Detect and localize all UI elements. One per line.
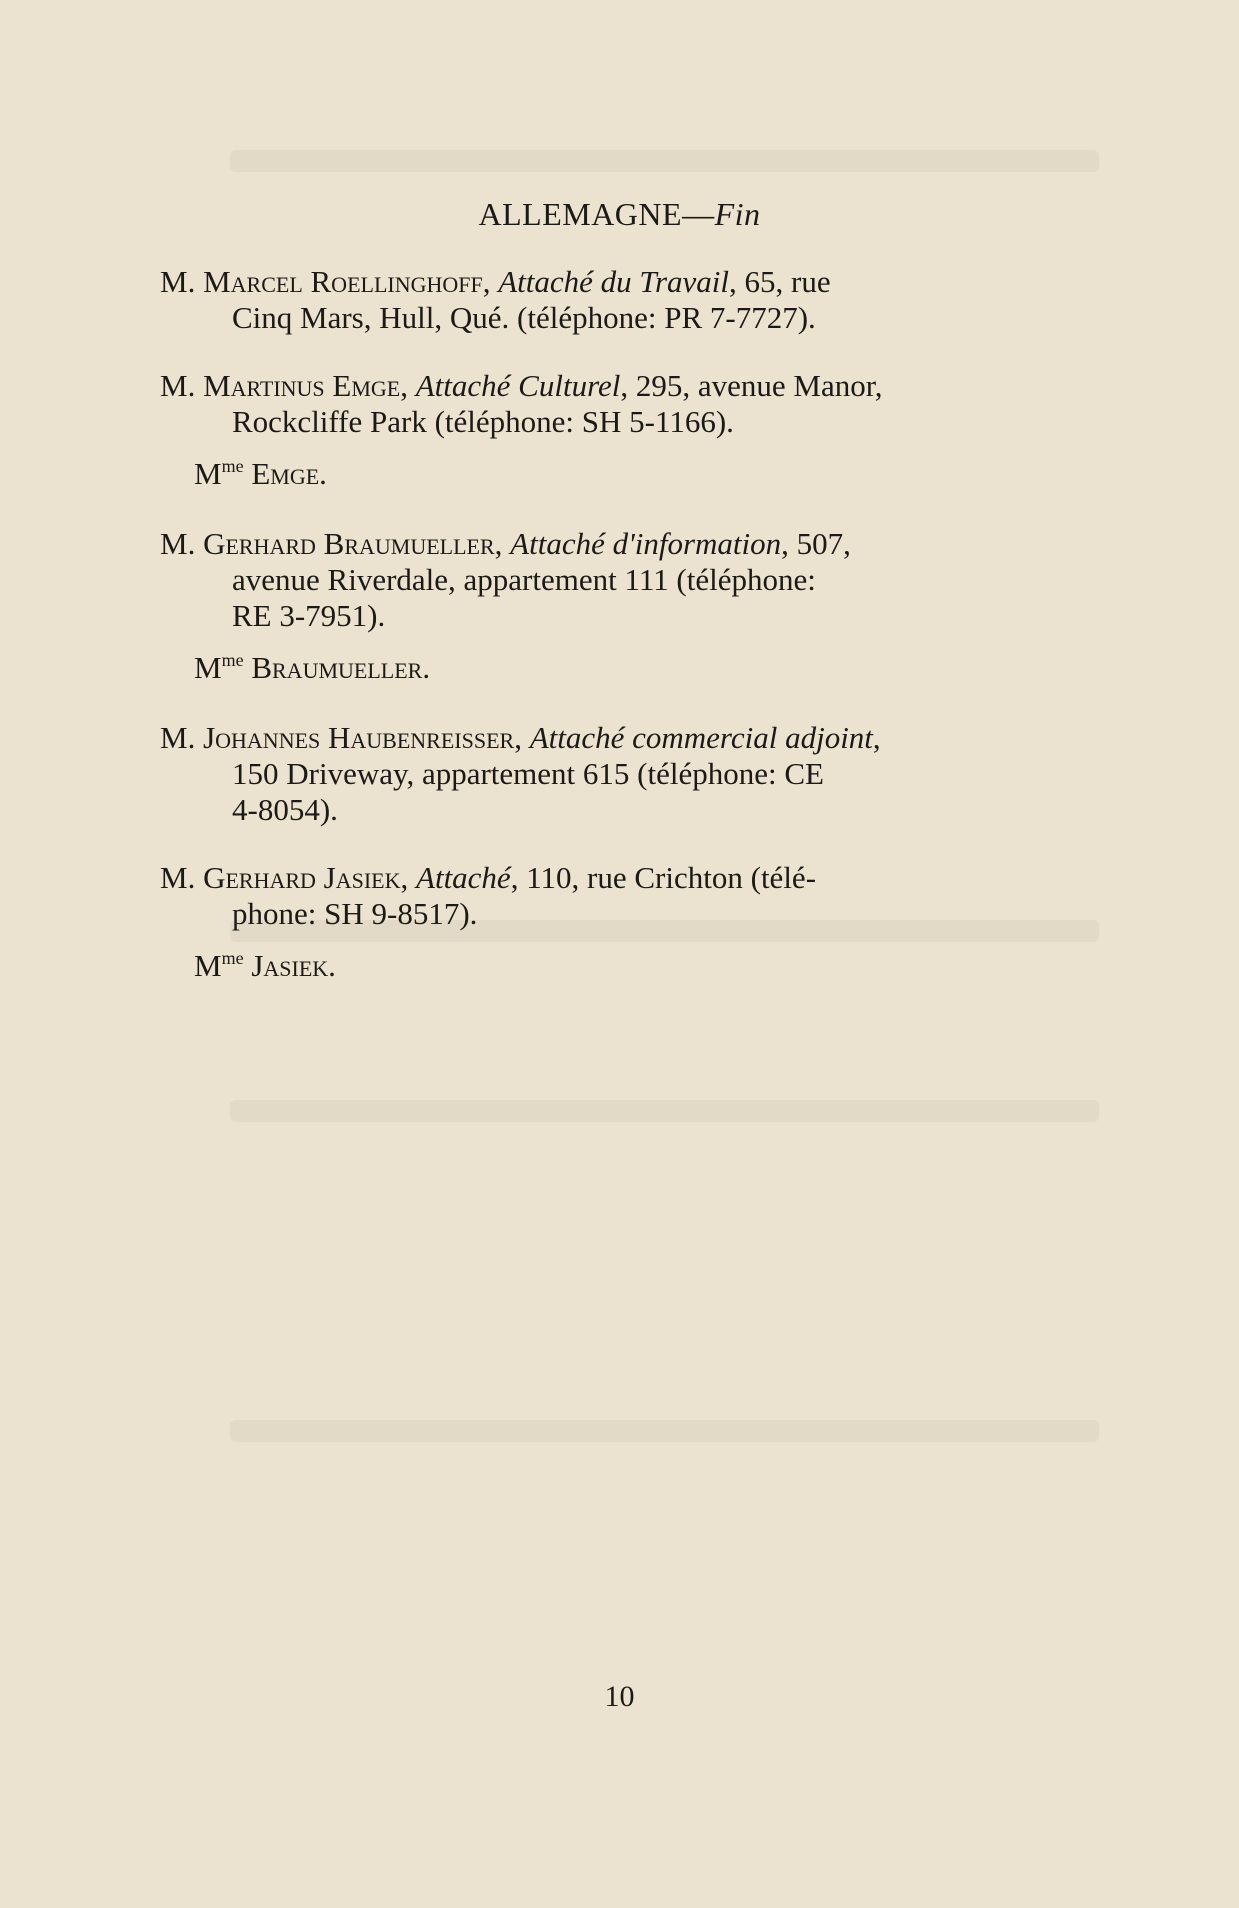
entry-continuation: 4-8054). — [232, 792, 338, 827]
spouse-line — [160, 940, 1070, 984]
spouse-prefix-sup: me — [221, 456, 244, 476]
entry-name: Martinus Emge — [203, 368, 401, 403]
show-through-shade — [230, 150, 1099, 172]
list-item — [160, 720, 1070, 828]
diplomat-list — [160, 264, 1070, 1018]
list-item — [160, 526, 1070, 634]
entry-first-line: M. Johannes Haubenreisser, Attaché commercial adjoint, — [160, 720, 881, 755]
show-through-shade — [230, 1100, 1099, 1122]
entry-continuation: phone: SH 9-8517). — [232, 896, 478, 931]
entry-role: Attaché commercial adjoint — [529, 720, 873, 755]
entry-name: Gerhard Jasiek — [203, 860, 401, 895]
spouse-line — [160, 642, 1070, 686]
entry-first-line: M. Gerhard Jasiek, Attaché, 110, rue Crichton (télé- — [160, 860, 817, 895]
entry-continuation: Cinq Mars, Hull, Qué. (téléphone: PR 7-7727). — [232, 300, 816, 335]
entry-title: M. — [160, 264, 204, 299]
entry-address: , 65, rue — [729, 264, 831, 299]
spouse-name: Braumueller. — [251, 650, 431, 685]
spouse-prefix: M — [194, 650, 222, 685]
entry-first-line: M. Marcel Roellinghoff, Attaché du Travail, 65, rue — [160, 264, 831, 299]
entry-continuation: RE 3-7951). — [232, 598, 386, 633]
entry-role: Attaché d'information — [510, 526, 782, 561]
entry-first-line: M. Gerhard Braumueller, Attaché d'information, 507, — [160, 526, 851, 561]
entry-address: , — [872, 720, 881, 755]
entry-name: Johannes Haubenreisser — [203, 720, 515, 755]
spouse-line — [160, 448, 1070, 492]
entry-address: , 295, avenue Manor, — [620, 368, 883, 403]
entry-continuation: avenue Riverdale, appartement 111 (téléphone: — [232, 562, 816, 597]
spouse-prefix: M — [194, 948, 222, 983]
entry-title: M. — [160, 720, 204, 755]
entry-title: M. — [160, 368, 204, 403]
entry-title: M. — [160, 860, 204, 895]
heading-fin: Fin — [714, 196, 761, 232]
entry-role: Attaché — [416, 860, 511, 895]
heading-country: ALLEMAGNE— — [478, 196, 715, 232]
show-through-shade — [230, 1420, 1099, 1442]
page-heading — [0, 196, 1239, 233]
entry-role: Attaché Culturel — [415, 368, 621, 403]
entry-role: Attaché du Travail — [498, 264, 729, 299]
spouse-name: Jasiek. — [251, 948, 336, 983]
entry-address: , 507, — [781, 526, 851, 561]
list-item — [160, 368, 1070, 440]
spouse-prefix: M — [194, 456, 222, 491]
entry-continuation: Rockcliffe Park (téléphone: SH 5-1166). — [232, 404, 734, 439]
entry-address: , 110, rue Crichton (télé- — [510, 860, 817, 895]
entry-continuation: 150 Driveway, appartement 615 (téléphone: CE — [232, 756, 824, 791]
spouse-prefix-sup: me — [221, 948, 244, 968]
entry-name: Marcel Roellinghoff — [203, 264, 483, 299]
page-number: 10 — [604, 1680, 635, 1713]
spouse-prefix-sup: me — [221, 650, 244, 670]
list-item — [160, 264, 1070, 336]
entry-first-line: M. Martinus Emge, Attaché Culturel, 295, avenue Manor, — [160, 368, 883, 403]
entry-name: Gerhard Braumueller — [203, 526, 495, 561]
list-item — [160, 860, 1070, 932]
entry-title: M. — [160, 526, 204, 561]
spouse-name: Emge. — [251, 456, 327, 491]
